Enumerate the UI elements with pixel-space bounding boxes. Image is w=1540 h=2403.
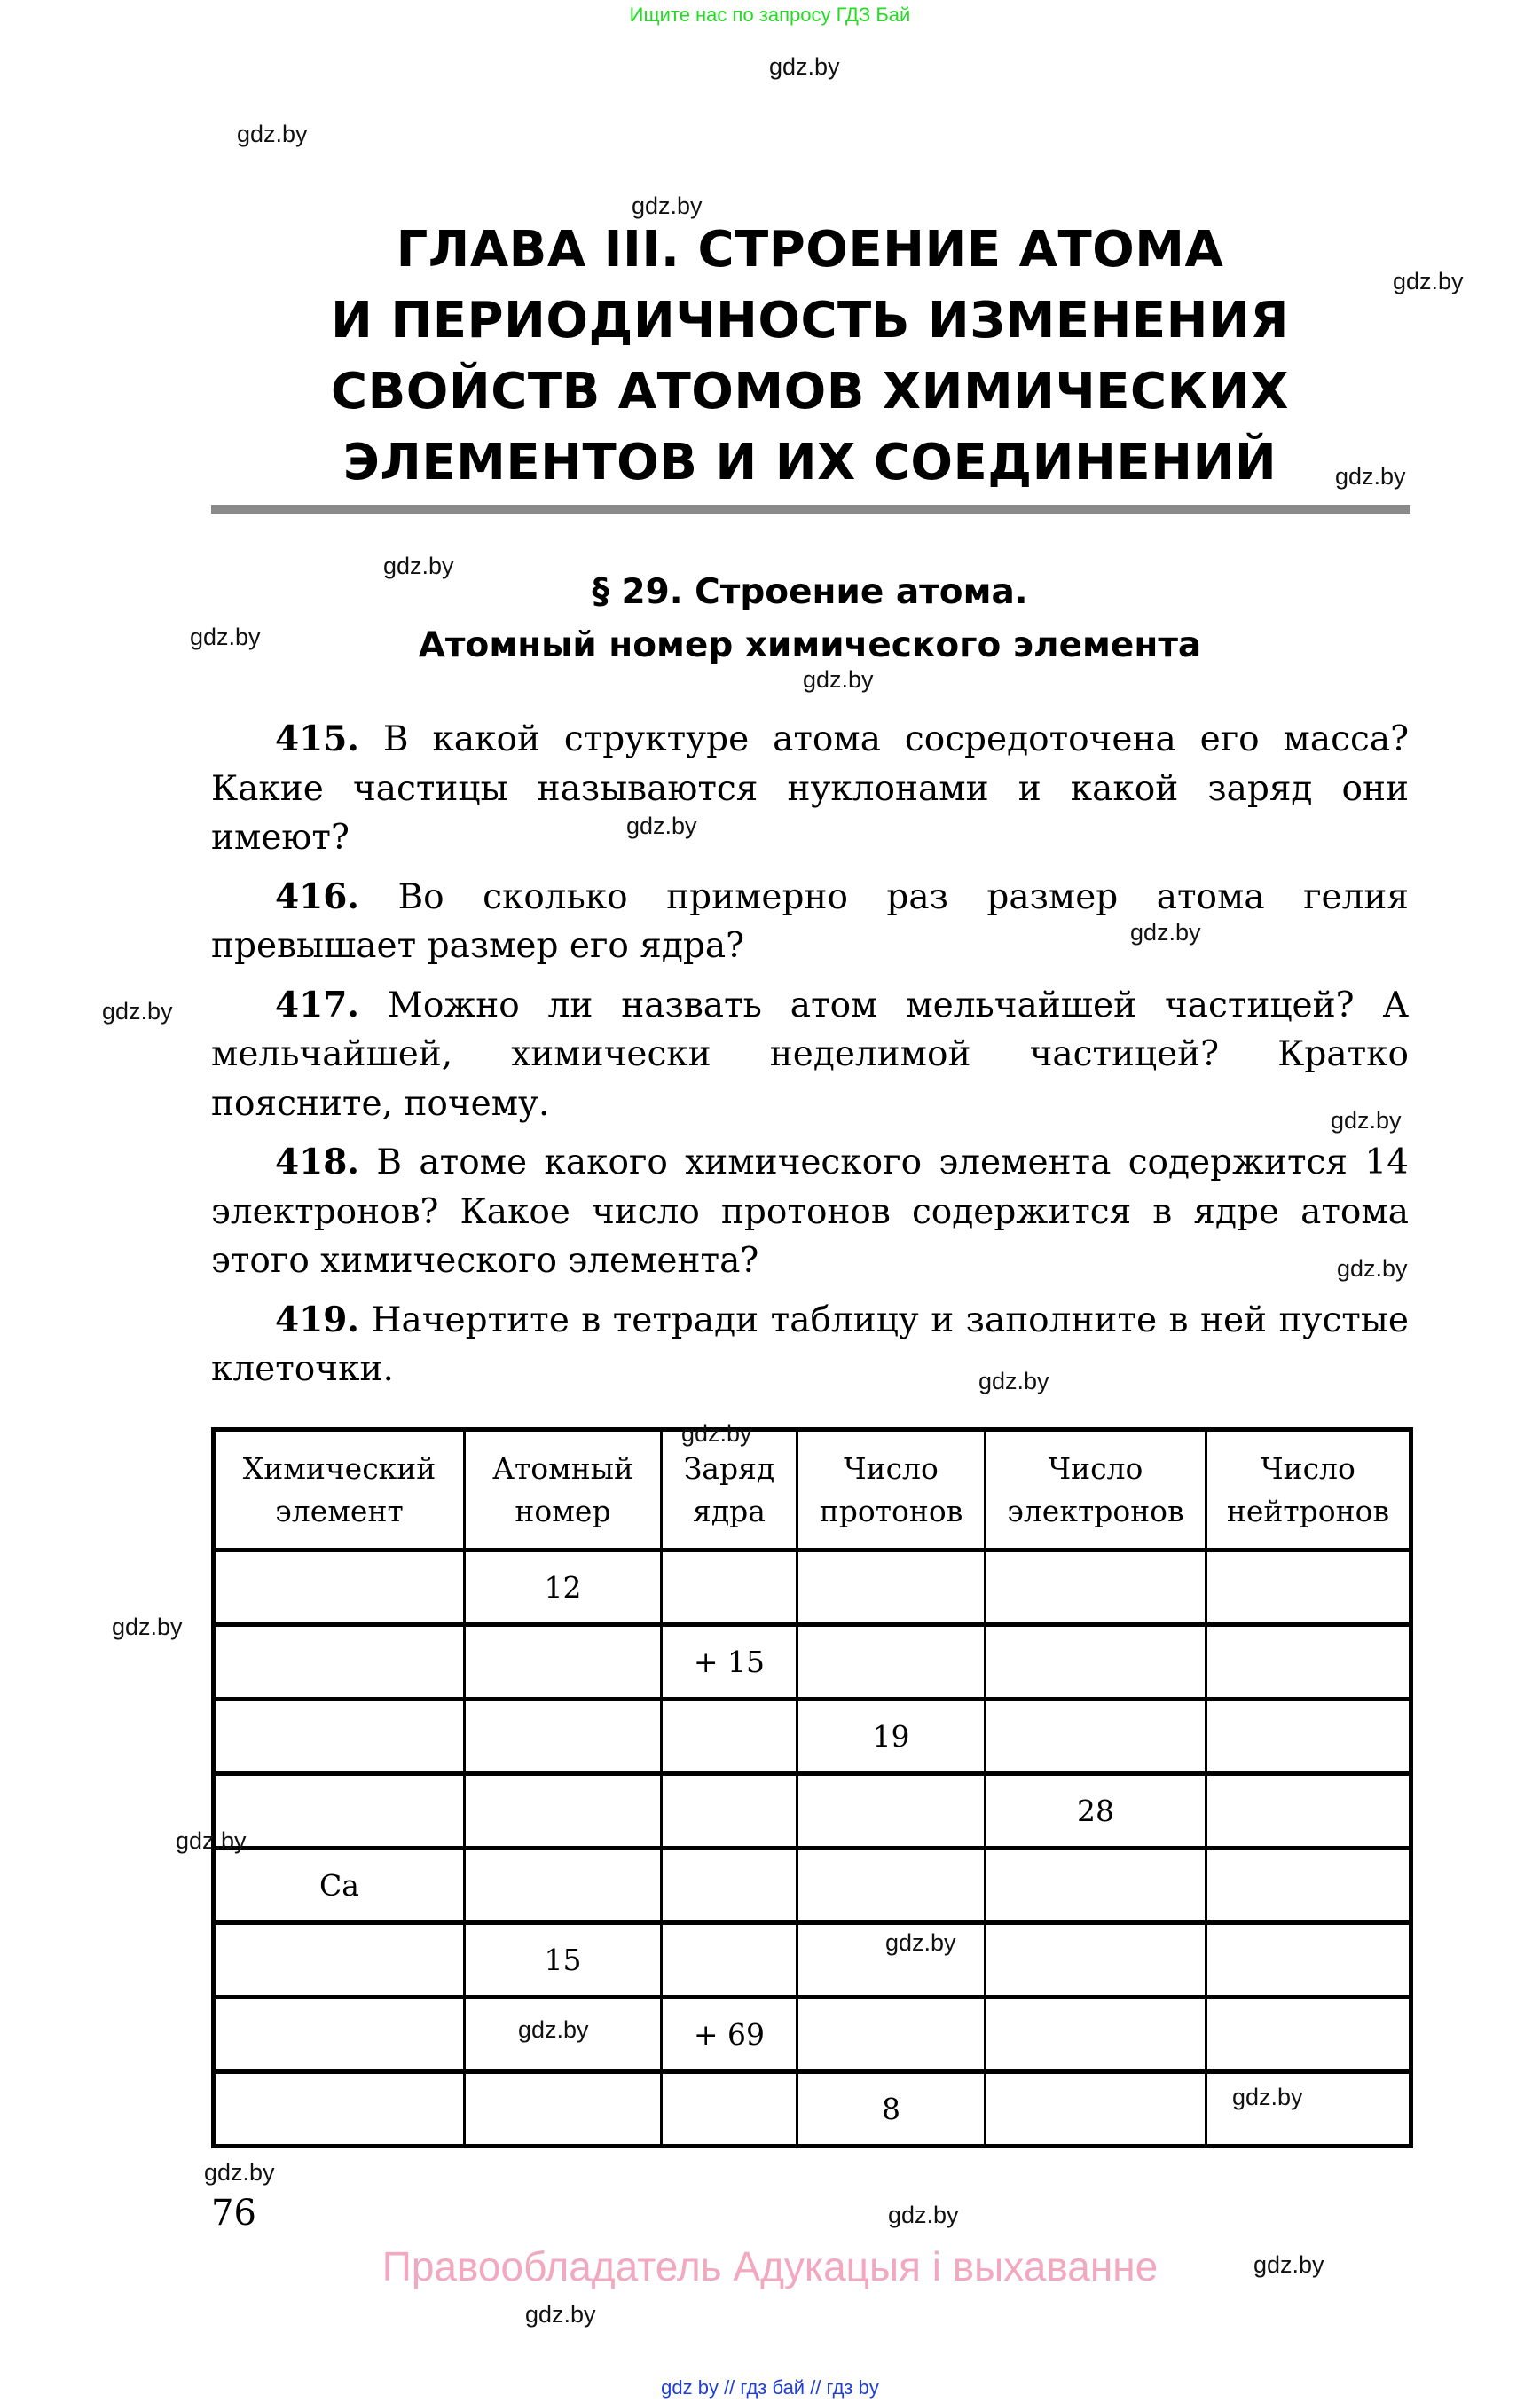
table-row: [214, 1998, 1411, 2072]
table-cell: [465, 2072, 662, 2147]
watermark: gdz.by: [204, 2159, 275, 2186]
watermark: gdz.by: [632, 192, 703, 219]
table-cell: [465, 1849, 662, 1923]
table-cell: 28: [986, 1774, 1206, 1849]
footer-links[interactable]: gdz by // гдз бай // гдз by: [661, 2376, 879, 2399]
header-nuclear-charge: Заряд ядра: [662, 1430, 798, 1551]
chapter-title-line: ЭЛЕМЕНТОВ И ИХ СОЕДИНЕНИЙ: [342, 434, 1277, 491]
table-cell: [662, 1849, 798, 1923]
atom-structure-table: [211, 1427, 1413, 2148]
header-neutrons: Число нейтронов: [1206, 1430, 1411, 1551]
table-cell: [662, 1700, 798, 1774]
table-cell: [798, 1849, 986, 1923]
task-number: 419.: [275, 1299, 359, 1340]
watermark: gdz.by: [102, 998, 173, 1025]
watermark: gdz.by: [518, 2016, 589, 2043]
watermark: gdz.by: [1130, 919, 1201, 946]
table-cell: [1206, 1923, 1411, 1998]
table-header-row: [214, 1430, 1411, 1551]
watermark: gdz.by: [888, 2202, 959, 2228]
task-text: В атоме какого химического элемента содержится 14 электронов? Какое число протонов содержится в ядре атома этого химического элемента?: [211, 1143, 1409, 1281]
watermark: gdz.by: [803, 666, 874, 693]
task-416: [211, 873, 1409, 971]
table-cell: [798, 1625, 986, 1700]
task-text: Начертите в тетради таблицу и заполните в ней пустые клеточки.: [211, 1300, 1409, 1389]
table-row: [214, 1849, 1411, 1923]
task-417: [211, 981, 1409, 1129]
watermark: gdz.by: [626, 813, 697, 839]
task-415: [211, 715, 1409, 863]
watermark: gdz.by: [1331, 1107, 1402, 1134]
table-cell: [1206, 1998, 1411, 2072]
task-number: 417.: [275, 984, 359, 1025]
watermark: gdz.by: [190, 624, 261, 650]
table-cell: + 15: [662, 1625, 798, 1700]
table-row: [214, 1700, 1411, 1774]
table-cell: [986, 1849, 1206, 1923]
chapter-title-line: И ПЕРИОДИЧНОСТЬ ИЗМЕНЕНИЯ: [330, 292, 1290, 349]
watermark: gdz.by: [1393, 268, 1464, 294]
table-cell: [465, 1625, 662, 1700]
table-cell: [986, 1998, 1206, 2072]
table-cell: 19: [798, 1700, 986, 1774]
table-cell: [662, 1774, 798, 1849]
watermark: gdz.by: [112, 1614, 183, 1640]
table-cell: [214, 1923, 465, 1998]
table-cell: [986, 1700, 1206, 1774]
table-cell: [1206, 1700, 1411, 1774]
table-cell: [662, 1923, 798, 1998]
task-number: 418.: [275, 1142, 359, 1182]
table-cell: [798, 1998, 986, 2072]
table-cell: [465, 1774, 662, 1849]
watermark: gdz.by: [1253, 2251, 1324, 2278]
watermark: gdz.by: [681, 1420, 752, 1447]
table-row: [214, 1923, 1411, 1998]
chapter-title-line: ГЛАВА III. СТРОЕНИЕ АТОМА: [396, 221, 1224, 279]
table-cell: + 69: [662, 1998, 798, 2072]
table-cell: [662, 2072, 798, 2147]
section-subtitle: Атомный номер химического элемента: [418, 625, 1202, 665]
header-protons: Число протонов: [798, 1430, 986, 1551]
table-row: [214, 1551, 1411, 1625]
chapter-title-line: СВОЙСТВ АТОМОВ ХИМИЧЕСКИХ: [331, 363, 1289, 420]
table-cell: [986, 1625, 1206, 1700]
table-cell: [986, 2072, 1206, 2147]
header-atomic-number: Атомный номер: [465, 1430, 662, 1551]
table-row: [214, 2072, 1411, 2147]
table-cell: [798, 1774, 986, 1849]
section-title: § 29. Строение атома.: [592, 572, 1028, 612]
watermark: gdz.by: [1335, 463, 1406, 490]
header-electrons: Число электронов: [986, 1430, 1206, 1551]
task-text: Можно ли назвать атом мельчайшей частицей? А мельчайшей, химически неделимой частицей? Кратко поясните, почему.: [211, 985, 1409, 1124]
watermark: gdz.by: [176, 1827, 247, 1854]
task-number: 416.: [275, 876, 359, 917]
watermark: gdz.by: [1232, 2084, 1303, 2110]
watermark: gdz.by: [885, 1929, 956, 1956]
task-418: [211, 1138, 1409, 1286]
watermark: gdz.by: [769, 53, 840, 80]
watermark: gdz.by: [1337, 1255, 1408, 1282]
chapter-title: [211, 215, 1409, 499]
watermark: gdz.by: [525, 2301, 596, 2328]
table-cell: [1206, 1625, 1411, 1700]
table-cell: [214, 1551, 465, 1625]
table-cell: [986, 1923, 1206, 1998]
section-heading: [211, 566, 1409, 672]
rights-holder-notice: Правообладатель Адукацыя і выхаванне: [381, 2243, 1159, 2289]
table-cell: 15: [465, 1923, 662, 1998]
table-cell: [986, 1551, 1206, 1625]
table-cell: Ca: [214, 1849, 465, 1923]
task-419: [211, 1296, 1409, 1394]
table-cell: [214, 1625, 465, 1700]
table-cell: 8: [798, 2072, 986, 2147]
task-text: Во сколько примерно раз размер атома гелия превышает размер его ядра?: [211, 876, 1409, 966]
table-cell: [662, 1551, 798, 1625]
watermark: gdz.by: [978, 1368, 1049, 1394]
table-cell: [214, 2072, 465, 2147]
table-cell: [214, 1700, 465, 1774]
table-cell: [1206, 1551, 1411, 1625]
table-cell: [214, 1774, 465, 1849]
search-banner[interactable]: Ищите нас по запросу ГДЗ Бай: [629, 4, 911, 26]
tasks-list: [211, 715, 1409, 1404]
task-number: 415.: [275, 719, 359, 759]
page-number: 76: [211, 2193, 256, 2234]
task-text: В какой структуре атома сосредоточена его масса? Какие частицы называются нуклонами и какой заряд они имеют?: [211, 719, 1409, 858]
table-cell: 12: [465, 1551, 662, 1625]
watermark: gdz.by: [237, 121, 308, 147]
table-cell: [465, 1700, 662, 1774]
table-cell: [214, 1998, 465, 2072]
watermark: gdz.by: [383, 553, 454, 579]
table-row: [214, 1625, 1411, 1700]
table-cell: [1206, 1774, 1411, 1849]
table-cell: [1206, 1849, 1411, 1923]
table-cell: [798, 1551, 986, 1625]
header-element: Химический элемент: [214, 1430, 465, 1551]
table-row: [214, 1774, 1411, 1849]
chapter-divider: [211, 505, 1410, 514]
